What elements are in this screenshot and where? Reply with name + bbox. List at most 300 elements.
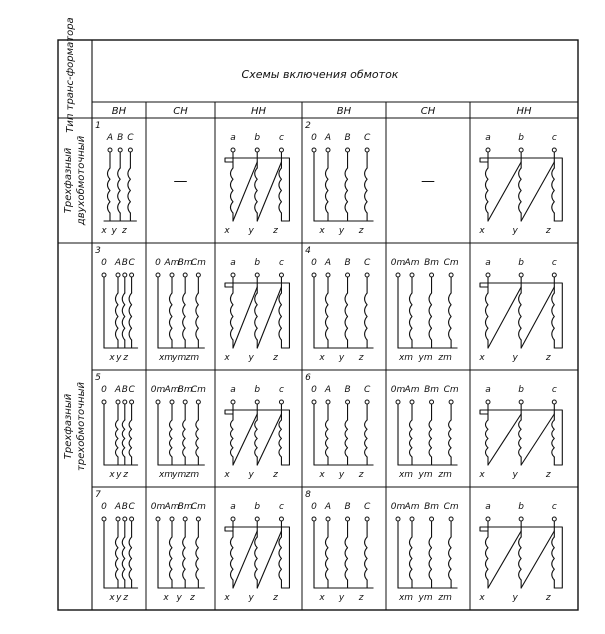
terminal-dot: [279, 273, 283, 277]
terminal-label: 0m: [390, 502, 406, 512]
terminal-label: Cm: [443, 385, 459, 395]
scheme-number: 8: [305, 490, 311, 500]
terminal-label: Am: [164, 385, 180, 395]
scheme-cell: [311, 502, 373, 603]
winding-coil: [122, 537, 125, 580]
terminal-dot: [116, 273, 120, 277]
terminal-label: Bm: [177, 502, 193, 512]
scheme-cell: [478, 385, 562, 480]
winding-coil: [326, 293, 329, 340]
terminal-label: A: [324, 258, 332, 268]
terminal-label: a: [230, 502, 236, 512]
terminal-dot: [231, 273, 235, 277]
scheme-cell: [151, 385, 206, 480]
scheme-cell: [311, 133, 373, 236]
winding-coil: [129, 537, 132, 580]
terminal-label: 0: [155, 258, 161, 268]
winding-coil: [345, 537, 348, 580]
terminal-dot: [312, 273, 316, 277]
winding-coil: [519, 293, 522, 340]
terminal-dot: [123, 273, 127, 277]
transformer-type-header: Тип транс-форматора: [65, 17, 76, 133]
row-group-label: Трехфазный: [63, 147, 74, 214]
scheme-cell: [223, 502, 289, 603]
terminal-label: y: [176, 593, 182, 603]
delta-link: [521, 414, 554, 465]
scheme-cells: [95, 121, 562, 603]
delta-link: [488, 287, 521, 348]
terminal-dot: [255, 148, 259, 152]
scheme-cell: [391, 385, 459, 480]
row-group-label: Трехфазный: [63, 393, 74, 460]
winding-coil: [326, 537, 329, 580]
column-header: НН: [516, 106, 532, 117]
winding-coil: [365, 537, 368, 580]
winding-coil: [116, 420, 119, 457]
terminal-label: b: [518, 385, 525, 395]
column-headers: [112, 106, 532, 117]
winding-coil: [255, 168, 258, 213]
terminal-label: z: [273, 353, 278, 363]
winding-coil: [345, 168, 348, 213]
terminal-label: C: [363, 385, 371, 395]
terminal-label: c: [278, 385, 284, 395]
column-header: НН: [250, 106, 267, 117]
row-group-label: трехобмоточный: [76, 382, 87, 471]
terminal-label: a: [485, 258, 491, 268]
winding-coil: [326, 420, 329, 457]
terminal-label: b: [254, 133, 261, 143]
scheme-number: 3: [95, 246, 101, 256]
delta-link: [521, 162, 554, 221]
terminal-dot: [552, 400, 556, 404]
terminal-label: c: [278, 502, 284, 512]
delta-link: [257, 531, 281, 588]
terminal-label: A: [114, 258, 122, 268]
terminal-label: y: [248, 470, 254, 480]
winding-coil: [410, 293, 413, 340]
scheme-number: 5: [95, 373, 101, 383]
terminal-dot: [102, 273, 106, 277]
row-group-labels: [63, 135, 87, 471]
winding-coil: [365, 168, 368, 213]
terminal-label: B: [117, 133, 124, 143]
winding-coil: [486, 420, 489, 457]
winding-coil: [345, 293, 348, 340]
terminal-dot: [326, 273, 330, 277]
terminal-dot: [430, 273, 434, 277]
terminal-label: xm: [398, 353, 414, 363]
terminal-label: 0: [101, 502, 107, 512]
terminal-dot: [346, 517, 350, 521]
terminal-dot: [519, 517, 523, 521]
winding-coil: [231, 293, 234, 340]
terminal-dot: [196, 273, 200, 277]
terminal-label: b: [518, 502, 525, 512]
terminal-dot: [123, 400, 127, 404]
scheme-cell: [478, 133, 562, 236]
terminal-label: 0m: [150, 385, 166, 395]
scheme-cell: [101, 385, 137, 480]
terminal-label: x: [101, 226, 107, 236]
terminal-label: xm: [158, 470, 174, 480]
terminal-label: y: [116, 593, 122, 603]
terminal-label: x: [109, 470, 115, 480]
terminal-dot: [196, 517, 200, 521]
terminal-dot: [231, 148, 235, 152]
terminal-label: z: [122, 226, 127, 236]
winding-coil: [519, 420, 522, 457]
terminal-label: x: [109, 353, 115, 363]
terminal-dot: [196, 400, 200, 404]
winding-coil: [552, 168, 555, 213]
terminal-label: x: [224, 353, 230, 363]
terminal-label: C: [363, 502, 371, 512]
scheme-cell: [100, 133, 136, 236]
winding-coil: [255, 537, 258, 580]
terminal-dot: [279, 400, 283, 404]
terminal-dot: [430, 517, 434, 521]
terminal-label: z: [358, 226, 364, 236]
terminal-dot: [183, 273, 187, 277]
winding-coil: [552, 293, 555, 340]
terminal-label: xm: [158, 353, 174, 363]
terminal-label: 0: [311, 385, 317, 395]
scheme-cell: [311, 258, 373, 363]
terminal-dot: [552, 273, 556, 277]
row-group-label: двухобмоточный: [76, 135, 87, 226]
terminal-label: C: [128, 502, 135, 512]
terminal-dot: [170, 273, 174, 277]
terminal-dot: [279, 148, 283, 152]
terminal-dot: [156, 273, 160, 277]
terminal-label: B: [344, 133, 351, 143]
terminal-dot: [486, 148, 490, 152]
delta-link: [233, 287, 257, 348]
terminal-label: A: [114, 385, 122, 395]
terminal-label: Cm: [443, 502, 459, 512]
terminal-label: x: [163, 593, 169, 603]
terminal-label: y: [338, 353, 345, 363]
terminal-dot: [449, 400, 453, 404]
winding-coil: [196, 293, 199, 340]
delta-link: [233, 414, 257, 465]
terminal-label: b: [254, 385, 261, 395]
terminal-label: Am: [164, 258, 180, 268]
terminal-dot: [365, 273, 369, 277]
terminal-label: z: [545, 470, 551, 480]
winding-coil: [116, 537, 119, 580]
scheme-cell: [223, 133, 289, 236]
terminal-label: y: [512, 470, 518, 480]
dash-mark: —: [421, 173, 435, 190]
delta-link: [521, 531, 554, 588]
terminal-label: z: [358, 593, 364, 603]
terminal-dot: [346, 400, 350, 404]
scheme-number: 2: [305, 121, 311, 131]
terminal-label: x: [109, 593, 115, 603]
terminal-label: zm: [185, 353, 200, 363]
terminal-dot: [410, 400, 414, 404]
terminal-dot: [365, 148, 369, 152]
terminal-label: y: [116, 470, 122, 480]
terminal-dot: [128, 148, 132, 152]
delta-link: [257, 414, 281, 465]
terminal-label: C: [128, 385, 135, 395]
winding-coil: [279, 537, 282, 580]
scheme-cell: [101, 258, 137, 363]
terminal-label: A: [324, 385, 332, 395]
terminal-dot: [346, 148, 350, 152]
terminal-dot: [130, 400, 134, 404]
terminal-label: z: [545, 353, 551, 363]
terminal-dot: [156, 517, 160, 521]
winding-coil: [170, 293, 173, 340]
terminal-label: zm: [438, 470, 452, 480]
terminal-label: y: [248, 593, 254, 603]
terminal-label: zm: [185, 470, 200, 480]
terminal-dot: [102, 517, 106, 521]
delta-link: [257, 287, 281, 348]
terminal-label: ym: [172, 353, 187, 363]
terminal-label: C: [128, 258, 135, 268]
terminal-dot: [519, 400, 523, 404]
winding-coil: [129, 420, 132, 457]
terminal-label: Bm: [424, 258, 440, 268]
terminal-dot: [326, 517, 330, 521]
terminal-dot: [552, 517, 556, 521]
terminal-dot: [255, 517, 259, 521]
winding-coil: [183, 537, 186, 580]
terminal-label: a: [485, 502, 491, 512]
scheme-cell: [223, 385, 289, 480]
terminal-label: B: [344, 385, 351, 395]
terminal-label: y: [512, 226, 518, 236]
terminal-label: 0: [311, 258, 317, 268]
terminal-label: x: [479, 470, 485, 480]
terminal-label: C: [363, 133, 371, 143]
scheme-number: 4: [305, 246, 311, 256]
terminal-label: x: [319, 593, 325, 603]
terminal-dot: [486, 400, 490, 404]
delta-link: [257, 162, 281, 221]
winding-coil: [170, 537, 173, 580]
terminal-dot: [130, 273, 134, 277]
scheme-number: 6: [305, 373, 311, 383]
terminal-label: Bm: [424, 385, 440, 395]
terminal-dot: [118, 148, 122, 152]
terminal-label: z: [273, 226, 278, 236]
terminal-dot: [170, 400, 174, 404]
winding-coil: [231, 168, 234, 213]
winding-coil: [345, 420, 348, 457]
scheme-cell: [391, 502, 459, 603]
winding-coil: [410, 420, 413, 457]
terminal-label: 0m: [390, 385, 406, 395]
terminal-dot: [410, 273, 414, 277]
winding-coil: [255, 420, 258, 457]
terminal-label: 0: [311, 502, 317, 512]
terminal-label: B: [344, 502, 351, 512]
winding-coil: [429, 293, 432, 340]
terminal-label: x: [224, 470, 230, 480]
terminal-label: Cm: [190, 258, 206, 268]
terminal-label: c: [278, 258, 284, 268]
winding-coil: [196, 537, 199, 580]
terminal-label: x: [319, 226, 325, 236]
terminal-label: y: [248, 226, 254, 236]
terminal-label: 0m: [390, 258, 406, 268]
terminal-label: C: [127, 133, 134, 143]
terminal-label: b: [518, 133, 525, 143]
terminal-label: a: [485, 133, 491, 143]
terminal-label: B: [121, 385, 128, 395]
terminal-label: b: [254, 502, 261, 512]
terminal-dot: [102, 400, 106, 404]
terminal-dot: [486, 273, 490, 277]
terminal-dot: [449, 517, 453, 521]
winding-coil: [183, 420, 186, 457]
scheme-cell: [421, 174, 435, 190]
terminal-label: y: [338, 470, 345, 480]
terminal-label: y: [512, 593, 518, 603]
terminal-label: zm: [438, 593, 452, 603]
terminal-dot: [255, 273, 259, 277]
terminal-label: c: [551, 385, 557, 395]
terminal-dot: [346, 273, 350, 277]
terminal-dot: [312, 517, 316, 521]
winding-coil: [255, 293, 258, 340]
terminal-label: 0m: [150, 502, 166, 512]
delta-link: [233, 531, 257, 588]
terminal-label: z: [273, 593, 278, 603]
terminal-label: y: [116, 353, 122, 363]
scheme-number: 7: [95, 490, 101, 500]
terminal-label: ym: [418, 470, 433, 480]
terminal-dot: [396, 517, 400, 521]
terminal-dot: [231, 400, 235, 404]
scheme-number: 1: [95, 121, 101, 131]
winding-coil: [449, 537, 452, 580]
terminal-label: Bm: [177, 258, 193, 268]
terminal-dot: [326, 148, 330, 152]
winding-coil: [326, 168, 329, 213]
terminal-label: zm: [438, 353, 452, 363]
terminal-label: Bm: [424, 502, 440, 512]
terminal-dot: [486, 517, 490, 521]
delta-link: [488, 531, 521, 588]
terminal-dot: [552, 148, 556, 152]
terminal-dot: [365, 400, 369, 404]
terminal-label: Am: [164, 502, 180, 512]
terminal-label: b: [254, 258, 261, 268]
terminal-label: z: [358, 470, 364, 480]
scheme-cell: [155, 258, 206, 363]
terminal-dot: [116, 517, 120, 521]
winding-coil: [128, 168, 131, 213]
scheme-cell: [478, 258, 562, 363]
terminal-label: z: [545, 593, 551, 603]
terminal-label: x: [479, 226, 485, 236]
terminal-label: Cm: [190, 502, 206, 512]
scheme-cell: [151, 502, 206, 603]
terminal-label: y: [338, 226, 345, 236]
scheme-cell: [478, 502, 562, 603]
delta-link: [521, 287, 554, 348]
terminal-label: B: [121, 502, 128, 512]
winding-coil: [365, 420, 368, 457]
terminal-label: x: [224, 593, 230, 603]
terminal-label: 0: [101, 258, 107, 268]
winding-coil: [196, 420, 199, 457]
column-header: СН: [173, 106, 188, 117]
terminal-dot: [116, 400, 120, 404]
winding-coil: [519, 537, 522, 580]
terminal-dot: [396, 400, 400, 404]
terminal-dot: [279, 517, 283, 521]
scheme-cell: [101, 502, 137, 603]
terminal-label: C: [363, 258, 371, 268]
terminal-dot: [519, 273, 523, 277]
terminal-label: z: [545, 226, 551, 236]
winding-coil: [118, 168, 121, 213]
terminal-label: y: [338, 593, 345, 603]
terminal-label: x: [319, 353, 325, 363]
winding-coil: [486, 168, 489, 213]
terminal-label: A: [114, 502, 122, 512]
winding-coil: [129, 293, 132, 340]
terminal-label: xm: [398, 470, 414, 480]
winding-coil: [365, 293, 368, 340]
terminal-label: B: [344, 258, 351, 268]
winding-coil: [116, 293, 119, 340]
terminal-dot: [365, 517, 369, 521]
scheme-cell: [391, 258, 459, 363]
terminal-label: 0: [101, 385, 107, 395]
terminal-dot: [170, 517, 174, 521]
winding-coil: [108, 168, 111, 213]
terminal-label: z: [358, 353, 364, 363]
terminal-label: x: [479, 353, 485, 363]
scheme-cell: [311, 385, 373, 480]
terminal-label: z: [123, 593, 128, 603]
winding-coil: [231, 537, 234, 580]
terminal-label: b: [518, 258, 525, 268]
column-header: ВН: [111, 106, 127, 117]
delta-link: [488, 414, 521, 465]
column-header: ВН: [336, 106, 352, 117]
terminal-dot: [108, 148, 112, 152]
terminal-label: 0: [311, 133, 317, 143]
terminal-label: z: [273, 470, 278, 480]
terminal-label: xm: [398, 593, 414, 603]
winding-coil: [279, 420, 282, 457]
terminal-label: Am: [404, 502, 420, 512]
terminal-dot: [183, 400, 187, 404]
winding-coil: [552, 420, 555, 457]
terminal-dot: [130, 517, 134, 521]
winding-coil: [486, 537, 489, 580]
terminal-label: c: [278, 133, 284, 143]
dash-mark: —: [173, 173, 188, 190]
terminal-dot: [410, 517, 414, 521]
terminal-label: a: [230, 133, 236, 143]
winding-coil: [122, 420, 125, 457]
terminal-dot: [156, 400, 160, 404]
terminal-label: y: [512, 353, 518, 363]
terminal-label: y: [248, 353, 254, 363]
winding-coil: [449, 420, 452, 457]
